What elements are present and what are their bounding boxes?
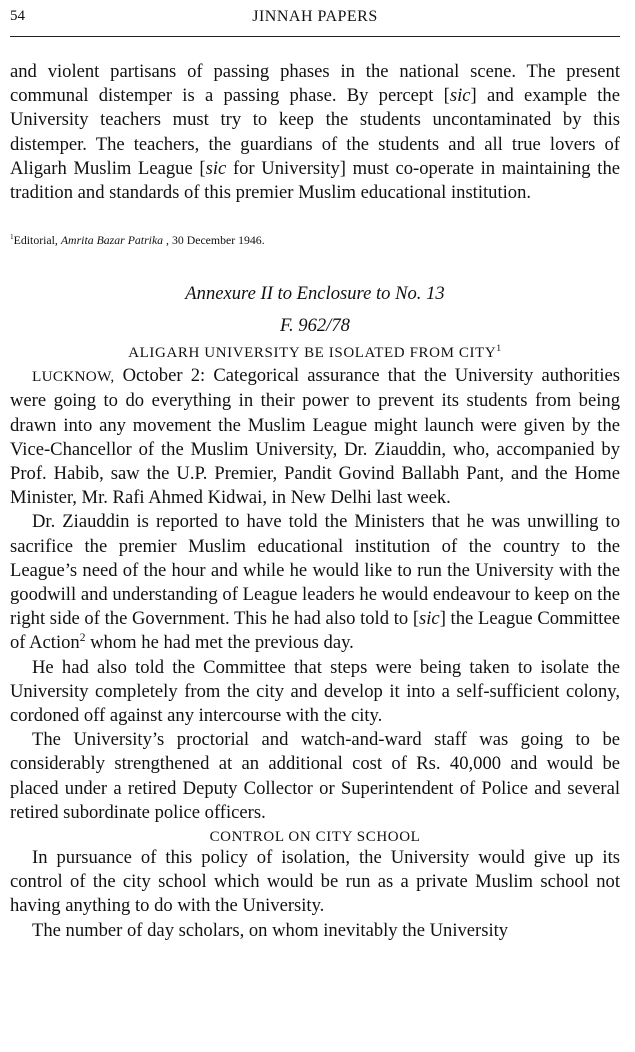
heading-note-marker: 1 (496, 343, 502, 355)
footnote-source: Amrita Bazar Patrika (60, 233, 164, 248)
paragraph-text: October 2: Categorical assurance that the University authorities were going to do everything in their power to prevent its students from being drawn into any movement the Muslim League might launch were given by the Vice-Chancellor of the Muslim University, Dr. Ziauddin, who, accompanied by Prof. Habib, saw the U.P. Premier, Pandit Govind Ballabh Pant, and the Home Minister, Mr. Rafi Ahmed Kidwai, in New Delhi last week. (10, 365, 620, 509)
sic-note: sic (419, 608, 440, 630)
article-paragraph-4: The University’s proctorial and watch-and-ward staff was going to be considerably strengthened at an additional cost of Rs. 40,000 and would be placed under a retired Deputy Collector or Superintendent of Police and several retired subordinate police officers. (10, 729, 620, 823)
footnote-1 (10, 233, 620, 247)
article-paragraph-5: In pursuance of this policy of isolation, the University would give up its control of the city school which would be run as a private Muslim school not having anything to do with the University. (10, 847, 620, 917)
dateline: LUCKNOW, (32, 368, 115, 386)
paragraph-text: ] the League Committee of Action (10, 608, 620, 654)
footnote-marker: 2 (79, 632, 86, 645)
article-paragraph-3: He had also told the Committee that steps were being taken to isolate the University completely from the city and develop it into a self-sufficient colony, cordoned off against any intercourse with the city. (10, 656, 620, 727)
footnote-date: , 30 December 1946. (163, 233, 265, 248)
article-paragraph-6: The number of day scholars, on whom inevitably the University (32, 919, 509, 941)
continuation-paragraph (10, 60, 620, 205)
continuation-text-c: for University] must co-operate in maintaining the tradition and standards of this premier Muslim educational institution. (10, 157, 620, 204)
page-number: 54 (10, 8, 25, 24)
paragraph-text: Dr. Ziauddin is reported to have told the Ministers that he was unwilling to sacrifice the premier Muslim educational institution of the country to the League’s need of the hour and while he would like to run the University with the goodwill and understanding of League leaders he would endeavour to keep on the right side of the Government. This he had also told to [ (10, 511, 620, 630)
annexure-title: Annexure II to Enclosure to No. 13 (185, 283, 445, 305)
article-paragraph-1 (10, 364, 620, 510)
footnote-prefix: Editorial, (13, 233, 61, 248)
article-heading (10, 345, 620, 362)
file-reference: F. 962/78 (280, 315, 350, 337)
running-head: JINNAH PAPERS (252, 8, 378, 25)
paragraph-text: whom he had met the previous day. (85, 632, 354, 654)
article-heading-text: ALIGARH UNIVERSITY BE ISOLATED FROM CITY (128, 345, 497, 362)
subheading: CONTROL ON CITY SCHOOL (209, 829, 421, 846)
continuation-text-a: and violent partisans of passing phases in the national scene. The present communal distemper is a passing phase. By percept [ (10, 61, 620, 107)
sic-note: sic (449, 85, 471, 107)
footnote-marker: 1 (10, 232, 14, 242)
sic-note: sic (205, 157, 227, 179)
continuation-text-b: ] and example the University teachers must try to keep the students uncontaminated by this distemper. The teachers, the guardians of the students and all true lovers of Aligarh Muslim League [ (10, 85, 620, 179)
page-content (10, 60, 620, 943)
page-header (10, 6, 620, 37)
article-paragraph-2 (10, 510, 620, 655)
